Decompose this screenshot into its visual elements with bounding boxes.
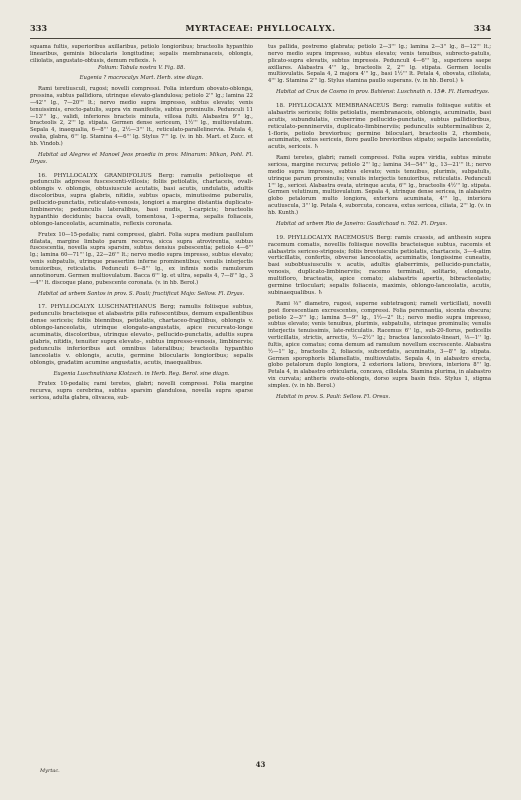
italic-note: Habitat ad urbem Santos in prov. S. Pauli; fructificat Majo: Sellow. Fl. Dryas. [38,290,245,297]
right-column [268,44,491,401]
paragraph: tus pallida, postremo glabrata; petiolo 2—3''' lg.; lamina 2—3'' lg., 8—12''' lt.; nervo medio supra impresso, subtus elevato; venis tenuibus, subrecto-patulis, plicato-supra elevatis, subtus impressis. Pedunculi 4—6''' lg., superiores saepe axillares. Alabastra 4''' lg., bracteolis 2, 2''' lg. stipata. Germen loculis multiovulatis. Sepala 4, 2 majora 4''' lg., basi 1½''' lt. Petala 4, obovata, ciliolata, 4''' lg. Stamina 2''' lg. Stylus stamina paullo superans. (v. in hb. Berol.) ♄ [268,44,491,85]
running-title: MYRTACEAE: PHYLLOCALYX. [185,23,336,33]
paragraph: Rami ⅓'' diametro, rugosi, superne subtetragoni; rameli verticillati, novelli post florescentiam excrescentes, compressi. Folia perennantia, sicenta obscura; petiolo 2—3''' lg.; lamina 5—9'' lg., 1½—2'' lt.; nervo medio supra impresso, subtus elevato; venis tenuibus, plurimis, subpatulis, utrinque prominulis; venulis interjectis tenuissimis, late-reticulatis. Racemus 6'' lg., sub-20-florus, pedicellis verticillatis, strictis, arrectis, ½—2½'' lg.; bractea lanceolato-lineari, ⅓—1'' lg. fultis, apice comatus; coma demum ad ramulum novellum excrescente. Alabastra ½—1'' lg., bracteolis 2, foliaceis, subcordatis, acuminatis, 3—8''' lg. stipata. Germen sporophoris bilamellatis, multiovulatis. Sepala 4, in alabastro erecta, globo petalorum duplo longiora, 2 exteriora latiora, breviora, interiora 8''' lg. Petala 4, in alabastro orbicularia, concava, ciliolata. Stamina plurima, in alabastro vix curvata; antheris ovato-oblongis, dorso supra basin fixis. Stylus 1, stigma simplex. (v. in hb. Berol.) [268,300,491,389]
species-heading: 16. PHYLLOCALYX GRANDIFOLIUS Berg: ramulis petiolisque et pedunculis adpresse fuscescenti-villosis; foliis petiolatis, chartaceis, ovali-oblongis v. oblongis, obtusiuscule acutatis, basi acutis, undulatis, adultis discoloribus, supra glabris, nitidis, subtus opacis, minutissime puberulis, pellucido-punctatis, reticulato-venosis, longiori a margine distantia duplicato-limbinervis; pedunculis lateralibus, basi nudis, 1-carpicis; bracteolis hypanthio decidunis; bacca ovali, tomentosa, 1-sperma, sepalis foliaceis, oblongo-lanceolatis, acuminatis, reflexis coronata. [30,172,253,227]
spacer [268,96,491,103]
italic-note: Eugenia Luschnathiana Klotzsch. in Herb. Reg. Berol. sine diagn. [53,370,230,377]
italic-note: Folium: Tabula nostra V. Fig. 88. [97,64,186,71]
italic-note: Eugenia ? macrocalyx Mart. Herb. sine diagn. [79,75,204,82]
spacer [30,297,253,304]
running-header [30,23,491,37]
paragraph: Frutex 10-pedalis; rami teretes, glabri; novelli compressi. Folia margine recurva, supra cerebrina, subtus sparsim glandulosa, novella supra sparse sericea, adulta glabra, olivacea, sub- [30,381,253,402]
italic-note: Habitat ad urbem Rio de Janeiro: Gaudichaud n. 762. Fl. Dryas. [276,220,448,227]
paragraph: Rami teretes, glabri; rameli compressi. Folia supra viridia, subtus minute sericea, margine recurva; petiolo 2''' lg.; lamina 34—54''' lg., 13—21''' lt.; nervo medio supra impresso, subtus elevato; venis tenuibus, plurimis, subpatulis, utrinque parum prominulis; venulis interjectis tenuioribus, reticulatis. Pedunculi 1''' lg., sericei. Alabastra ovata, utrinque acuta, 6''' lg., bracteolis 4½''' lg. stipata. Germen velutinum, multiovulatum. Sepala 4, utrinque dense sericea, in alabastro globo petalorum multo longiora, exteriora acuminata, 4''' lg., interiora acutiuscula, 3''' lg. Petala 4, suborcuta, concava, extus sericea, ciliata, 2''' lg. (v. in hb. Kunth.) [268,155,491,216]
page-number-right: 334 [473,23,491,33]
species-heading: 19. PHYLLOCALYX RACEMOSUS Berg: ramis crassis, ad anthesin supra racemum comatis, novellis foliisque novellis bracteisque subtus, racemis et alabastris sericeo-strigosis; foliis breviusculis petiolatis, chartaceis, 3—4-atim verticillatis, confertis, obverse lanceolatis, acuminatis, longissime cuneatis, basi subobtusiusculis v. acutis, adultis glaberrimis, pellucido-punctatis, venosis, duplicato-limbinerviis; racemo terminali, solitario, elongato, multifloro, bracteatis, apice comato; alabastris apertis, bibracteolatis; germine triloculari; sepalis foliaceis, maximis, oblongo-lanceolatis, acutis, subinaequalibus. ♄ [268,234,491,296]
italic-note: Habitat ad Crux de Cosmo in prov. Bahiensi: Luschnath n. 15#. Fl. Hamadryas. [276,89,490,96]
spacer [30,166,253,173]
left-column [30,44,253,402]
paragraph: squama fultis, superioribus axillaribus, petiolo longioribus; bracteolis hypanthio linearibus, geminis bilocularis longitudine; sepalis membranaceis, oblongis, ciliolatis, angustato-obtusis, demum reflexis. ♄ [30,44,253,64]
italic-note: Habitat in prov. S. Pauli: Sellow. Fl. Oreas. [276,393,391,400]
page-number-left: 333 [30,23,48,33]
paragraph: Frutex 10—15-pedalis; rami compressi, glabri. Folia supra medium paullulum dilatata, margine limbato parum recurva, sicca supra atrovirentia, subtus fuscescentia, novella supra sparsim, subtus densius pubescentia; petiolo 4—6''' lg.; lamina 60—71''' lg., 22—26''' lt.; nervo medio supra impresso, subtus elevato; venis subpatulis, utrinque praesertim inferne prominentibus; venulis interjectis tenuioribus, reticulatis. Pedunculi 6—8''' lg., ex infimis nodis ramulorum annotinorum. Germen multiovulatum. Bacca 6''' lg. et ultra, sepalis 4, 7—8''' lg., 3—4''' lt. discoque plano, pubescente coronata. (v. in hb. Berol.) [30,231,253,286]
paragraph: Rami teretiusculi, rugosi; novelli compressi. Folia interdum obovato-oblonga, pressina, subtus pallidiora, utrinque elevato-glandulosa; petiolo 2''' lg.; lamina 22—42''' lg., 7—20''' lt.; nervo medio supra impresso, subtus elevato; venis tenuissimis, erecto-patulis, supra vix manifestis, subtus prominulis. Pedunculi 11—13''' lg., validi, inferiores bracteis minuta, villosa fulti. Alabastra 9''' lg., bracteolis 2, 2''' lg. stipata. Germen dense sericeum, 1½''' lg., multiovulatum. Sepala 4, inaequalia, 6—8''' lg., 2½—3''' lt., reticulato-parallelinervia. Petala 4, ovalia, glabra, 6''' lg. Stamina 4—6''' lg. Stylus 7''' lg. (v. in hb. Mart. et Zucc. et hb. Vindob.) [30,86,253,147]
sheet-number: 43 [255,760,266,769]
header-rule [30,38,491,39]
signature-mark: Myrtac. [40,768,60,774]
spacer [268,228,491,235]
italic-note: Habitat ad Alegres et Manoel Jeos praedia in prov. Minarum: Mikan, Pohl. Fl. Dryas. [30,151,253,165]
species-heading: 17. PHYLLOCALYX LUSCHNATHIANUS Berg; ramulis foliisque subtus, pedunculis bracteisque et alabastris pilis rufescentibus, demum expallentibus dense sericeis; foliis biennibus, petiolatis, chartaceo-fragilibus, oblongis v. oblongo-lanceolatis, utrinque elongato-angustatis, apice recurvato-longe acuminatis, discoloribus, utrinque elevato-, pellucido-punctatis, adultis supra glabris, nitidis, tenuiter supra elevato-, subtus impresso-venosis, limbinervis; pedunculis inferioribus aut omnibus lateralibus; bracteolis hypanthio lanceolatis v. oblongis, acutis, germine bilocularis longioribus; sepalis oblongis, gradatim acumine angustatis, acutis, inaequalibus. [30,304,253,366]
species-heading: 18. PHYLLOCALYX MEMBRANACEUS Berg: ramulis foliisque sutitis et alabastris sericeis; foliis petiolatis, membranaceis, oblongis, acuminatis, basi acutis, subundulatis, creberrime pellucido-punctatis, subtus pallidioribus, reticulato-penninerviis, duplicato-limbinerviis; pedunculis subterminalibus 2, 1-floris, petiolo breviorbus; germine biloculari, bracteolis 2, rhombeis, acuminatis, extus sericeis, flore paullo brevioribus stipato; sepalis lanceolatis, acutis, sericeis. ♄ [268,102,491,151]
